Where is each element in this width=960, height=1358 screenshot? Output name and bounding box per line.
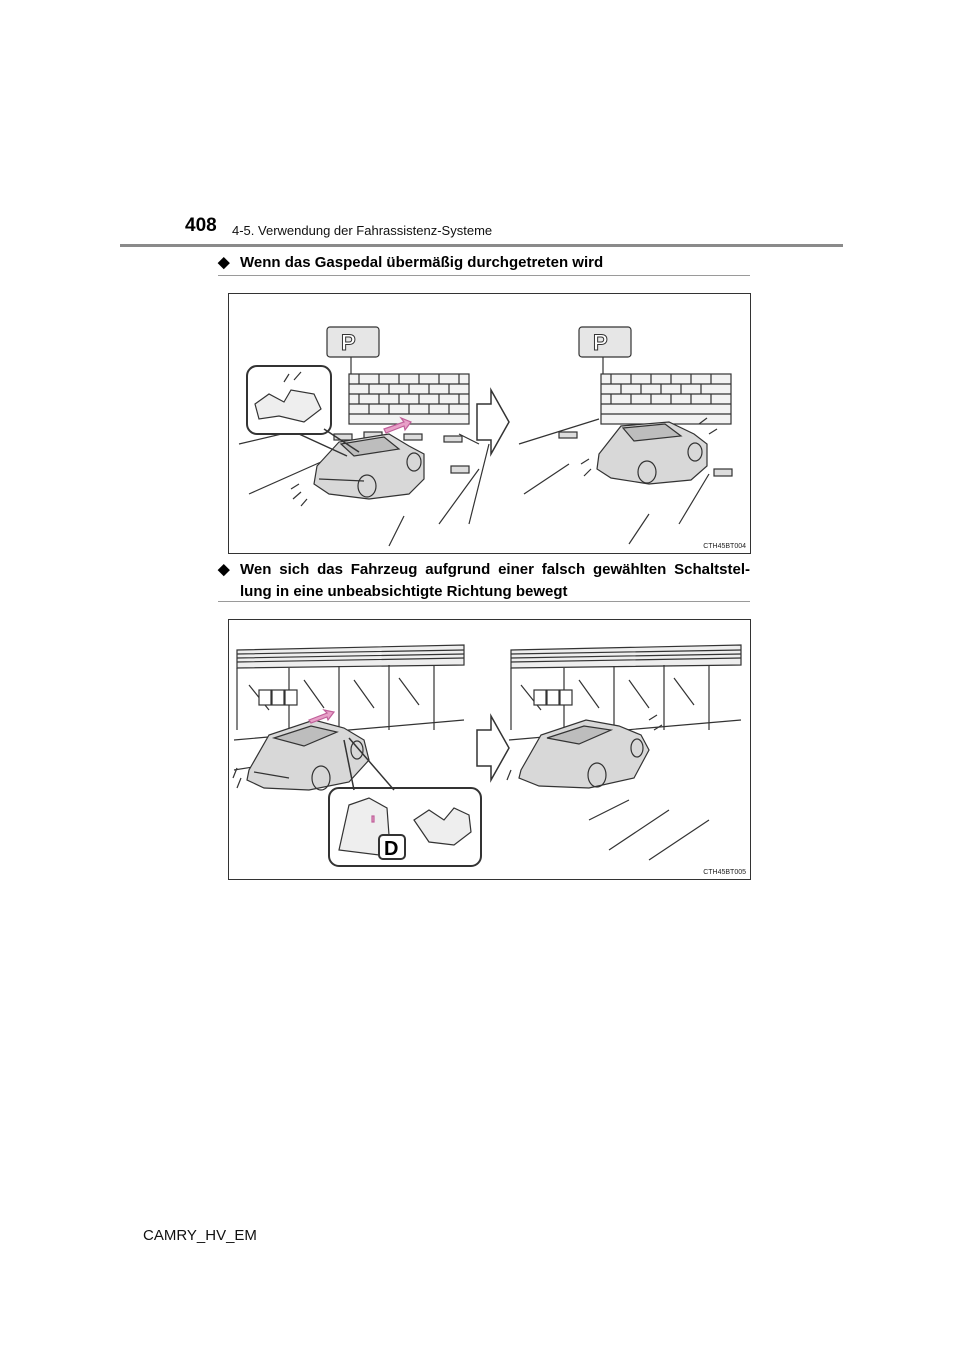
heading-divider — [218, 275, 750, 276]
figure-wrong-gear-illustration — [228, 619, 751, 880]
page-number: 408 — [185, 215, 217, 236]
figure-code: CTH45BT004 — [703, 543, 746, 550]
header-divider — [120, 244, 843, 247]
gear-d-label: D — [384, 838, 399, 860]
diamond-bullet-icon: ◆ — [218, 254, 230, 271]
section-heading-wrong-gear — [218, 559, 750, 603]
section-heading-text: Wenn das Gaspedal übermäßig durchgetreten wird — [240, 254, 604, 271]
heading-divider — [218, 601, 750, 602]
parking-lot-accelerator-illustration — [229, 294, 750, 553]
model-code-footer: CAMRY_HV_EM — [143, 1227, 257, 1244]
section-heading-line2: lung in eine unbeabsichtigte Richtung bewegt — [240, 583, 568, 600]
figure-accelerator-illustration — [228, 293, 751, 554]
svg-text:P: P — [341, 330, 356, 355]
storefront-wrong-gear-illustration — [229, 620, 750, 879]
section-heading-line1: Wen sich das Fahrzeug aufgrund einer falsch gewählten Schaltstel- — [240, 561, 750, 578]
chapter-title: 4-5. Verwendung der Fahrassistenz-Systeme — [232, 223, 493, 238]
section-heading-accelerator — [218, 252, 750, 274]
diamond-bullet-icon: ◆ — [218, 561, 230, 578]
svg-text:P: P — [593, 330, 608, 355]
figure-code: CTH45BT005 — [703, 869, 746, 876]
